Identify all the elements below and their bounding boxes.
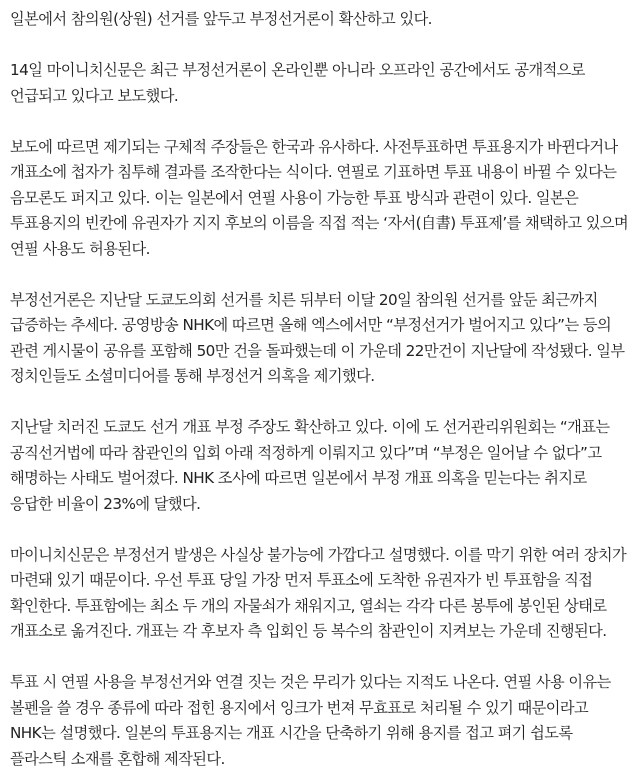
paragraph-1: 일본에서 참의원(상원) 선거를 앞두고 부정선거론이 확산하고 있다. <box>10 10 432 28</box>
paragraph-5: 지난달 치러진 도쿄도 선거 개표 부정 주장도 확산하고 있다. 이에 도 선거관리위원회는 “개표는 공직선거법에 따라 참관인의 입회 아래 적정하게 이뤄지고 있다”며 “부정은 일어날 수 없다”고 해명하는 사태도 벌어졌다. NHK 조사에 따르면 일본에서 부정 개표 의혹을 믿는다는 취지로 응답한 비율이 23%에 달했다. <box>10 418 610 513</box>
paragraph-3: 보도에 따르면 제기되는 구체적 주장들은 한국과 유사하다. 사전투표하면 투표용지가 바뀐다거나 개표소에 첩자가 침투해 결과를 조작한다는 식이다. 연필로 기표하면 투표 내용이 바뀔 수 있다는 음모론도 퍼지고 있다. 이는 일본에서 연필 사용이 가능한 투표 방식과 관련이 있다. 일본은 투표용지의 빈칸에 유권자가 지지 후보의 이름을 직접 적는 ‘자서(自書) 투표제’를 채택하고 있으며 연필 사용도 허용된다. <box>10 137 629 258</box>
paragraph-7: 투표 시 연필 사용을 부정선거와 연결 짓는 것은 무리가 있다는 지적도 나온다. 연필 사용 이유는 볼펜을 쓸 경우 종류에 따라 접힌 용지에서 잉크가 번져 무효표로 처리될 수 있기 때문이라고 NHK는 설명했다. 일본의 투표용지는 개표 시간을 단축하기 위해 용지를 접고 펴기 쉽도록 플라스틱 소재를 혼합해 제작된다. <box>10 673 611 768</box>
paragraph-2: 14일 마이니치신문은 최근 부정선거론이 온라인뿐 아니라 오프라인 공간에서도 공개적으로 언급되고 있다고 보도했다. <box>10 61 585 105</box>
paragraph-4: 부정선거론은 지난달 도쿄도의회 선거를 치른 뒤부터 이달 20일 참의원 선거를 앞둔 최근까지 급증하는 추세다. 공영방송 NHK에 따르면 올해 엑스에서만 “부정선거가 벌어지고 있다”는 등의 관련 게시물이 공유를 포함해 50만 건을 돌파했는데 이 가운데 22만건이 지난달에 작성됐다. 일부 정치인들도 소셜미디어를 통해 부정선거 의혹을 제기했다. <box>10 290 625 385</box>
paragraph-6: 마이니치신문은 부정선거 발생은 사실상 불가능에 가깝다고 설명했다. 이를 막기 위한 여러 장치가 마련돼 있기 때문이다. 우선 투표 당일 가장 먼저 투표소에 도착한 유권자가 빈 투표함을 직접 확인한다. 투표함에는 최소 두 개의 자물쇠가 채워지고, 열쇠는 각각 다른 봉투에 봉인된 상태로 개표소로 옮겨진다. 개표는 각 후보자 측 입회인 등 복수의 참관인이 지켜보는 가운데 진행된다. <box>10 545 627 640</box>
